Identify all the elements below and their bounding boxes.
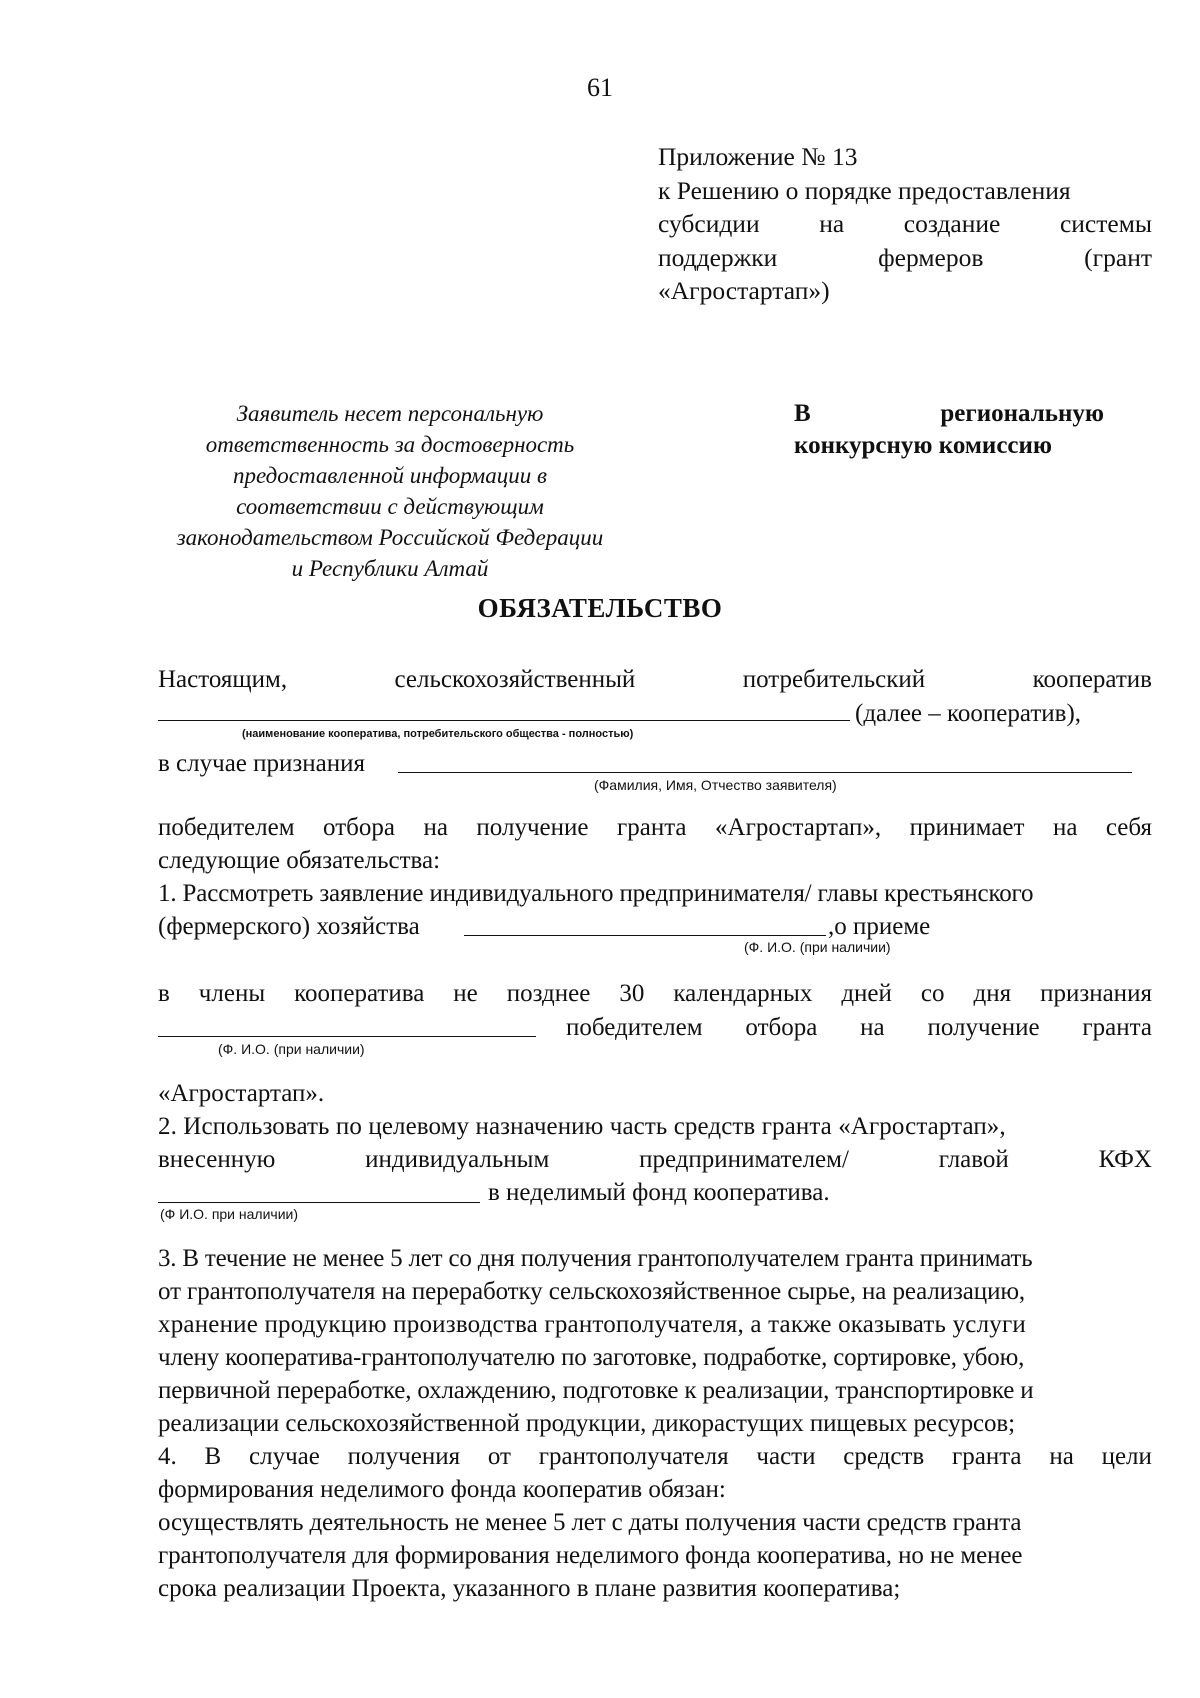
word: индивидуальным xyxy=(365,1146,550,1173)
body-line: осуществлять деятельность не менее 5 лет с даты получения части средств гранта xyxy=(158,1509,1022,1536)
word: В xyxy=(204,1443,222,1470)
addressee-line-1 xyxy=(794,398,1104,430)
word: на xyxy=(423,814,448,841)
body-line: 2. Использовать по целевому назначению часть средств гранта «Агростартап», xyxy=(158,1113,1006,1140)
responsibility-disclaimer xyxy=(150,398,630,584)
word: субсидии xyxy=(658,209,760,238)
body-line: в неделимый фонд кооператива. xyxy=(488,1179,830,1206)
field-caption: (Ф. И.О. (при наличии) xyxy=(744,939,891,955)
document-title: ОБЯЗАТЕЛЬСТВО xyxy=(477,593,723,623)
body-line: «Агростартап». xyxy=(158,1080,325,1107)
body-line: формирования неделимого фонда кооператив обязан: xyxy=(158,1476,726,1503)
page-number: 61 xyxy=(587,73,613,102)
word: кооператива xyxy=(294,980,425,1007)
annex-line-1: Приложение № 13 xyxy=(658,142,858,171)
word: себя xyxy=(1105,814,1152,841)
word: системы xyxy=(1059,209,1152,238)
body-line xyxy=(158,1144,1152,1176)
word: создание xyxy=(903,209,1001,238)
word: в xyxy=(158,980,170,1007)
word: фермеров xyxy=(878,242,984,272)
disclaimer-line: предоставленной информации в xyxy=(233,463,547,488)
body-line: срока реализации Проекта, указанного в плане развития кооператива; xyxy=(158,1575,901,1602)
word: на xyxy=(1049,1443,1074,1470)
word: победителем xyxy=(566,1014,703,1041)
annex-line-3 xyxy=(658,207,1152,241)
word: внесенную xyxy=(158,1146,276,1173)
annex-line-4 xyxy=(658,241,1152,275)
word: средств xyxy=(843,1443,925,1470)
word: со xyxy=(920,980,945,1007)
disclaimer-line: ответственность за достоверность xyxy=(205,432,575,457)
word: гранта xyxy=(1082,1014,1152,1041)
body-line: от грантополучателя на переработку сельскохозяйственное сырье, на реализацию, xyxy=(158,1278,1026,1305)
word: В xyxy=(794,400,811,427)
farm-head-name-field-line[interactable] xyxy=(158,1202,480,1203)
body-line: члену кооператива-грантополучателю по заготовке, подработке, сортировке, убою, xyxy=(158,1344,1025,1371)
word: члены xyxy=(198,980,266,1007)
word: поддержки xyxy=(658,242,778,272)
body-line: грантополучателя для формирования неделимого фонда кооператива, но не менее xyxy=(158,1542,1023,1569)
body-line: следующие обязательства: xyxy=(158,847,441,874)
word: на xyxy=(1052,814,1078,841)
word: 4. xyxy=(158,1443,177,1470)
farm-head-name-field-line[interactable] xyxy=(464,935,826,936)
word: Настоящим, xyxy=(158,666,288,693)
body-line: хранение продукцию производства грантополучателя, а также оказывать услуги xyxy=(158,1311,1027,1338)
body-line: (фермерского) хозяйства xyxy=(158,913,420,940)
field-caption: (Ф. И.О. (при наличии) xyxy=(218,1041,365,1057)
word: сельскохозяйственный xyxy=(394,666,636,693)
word: случае xyxy=(249,1443,320,1470)
word: гранта xyxy=(951,1443,1022,1470)
farm-head-name-field-line[interactable] xyxy=(158,1036,536,1037)
annex-reference xyxy=(658,140,1152,308)
body-line: (далее – кооператив), xyxy=(855,700,1082,727)
field-caption: (Ф И.О. при наличии) xyxy=(160,1206,298,1222)
body-line xyxy=(158,812,1152,844)
word: кооператив xyxy=(1032,666,1152,693)
word: признания xyxy=(1040,980,1152,1007)
disclaimer-line: и Республики Алтай xyxy=(291,556,489,581)
word: потребительский xyxy=(742,666,926,693)
body-line xyxy=(158,664,1152,696)
word: победителем xyxy=(158,814,295,841)
word: грантополучателя xyxy=(538,1443,729,1470)
field-caption: (Фамилия, Имя, Отчество заявителя) xyxy=(594,777,837,793)
word: 30 xyxy=(619,980,645,1007)
word: на xyxy=(860,1014,885,1041)
word: отбора xyxy=(323,814,395,841)
body-line xyxy=(566,1012,1152,1044)
cooperative-name-field-line[interactable] xyxy=(158,720,850,721)
body-line: 3. В течение не менее 5 лет со дня получения грантополучателем гранта принимать xyxy=(158,1245,1033,1272)
word: главой xyxy=(938,1146,1009,1173)
word: календарных xyxy=(673,980,813,1007)
word: от xyxy=(487,1443,511,1470)
word: отбора xyxy=(745,1014,818,1041)
disclaimer-line: законодательством Российской Федерации xyxy=(176,525,604,550)
word: не xyxy=(453,980,478,1007)
word: дня xyxy=(973,980,1012,1007)
body-line xyxy=(158,1441,1152,1473)
body-line: в случае признания xyxy=(158,750,366,777)
disclaimer-line: Заявитель несет персональную xyxy=(236,401,544,426)
word: цели xyxy=(1101,1443,1152,1470)
word: региональную xyxy=(940,400,1104,427)
word: на xyxy=(819,209,845,238)
body-line: ,о приеме xyxy=(828,913,931,940)
word: «Агростартап», xyxy=(715,814,882,841)
body-line: 1. Рассмотреть заявление индивидуального предпринимателя/ главы крестьянского xyxy=(158,880,1034,907)
word: КФХ xyxy=(1098,1146,1152,1173)
word: гранта xyxy=(616,814,687,841)
field-caption: (наименование кооператива, потребительского общества - полностью) xyxy=(242,728,634,740)
annex-line-2: к Решению о порядке предоставления xyxy=(658,175,1071,205)
body-line xyxy=(158,978,1152,1010)
applicant-name-field-line[interactable] xyxy=(398,772,1132,773)
word: позднее xyxy=(506,980,591,1007)
word: (грант xyxy=(1084,242,1152,272)
body-line: реализации сельскохозяйственной продукции, дикорастущих пищевых ресурсов; xyxy=(158,1410,1015,1437)
word: предпринимателем/ xyxy=(639,1146,849,1173)
word: получения xyxy=(347,1443,461,1470)
word: дней xyxy=(841,980,892,1007)
word: принимает xyxy=(909,814,1025,841)
annex-line-5: «Агростартап») xyxy=(658,276,830,305)
body-line: первичной переработке, охлаждению, подготовке к реализации, транспортировке и xyxy=(158,1377,1034,1404)
addressee xyxy=(794,398,1104,462)
word: части xyxy=(756,1443,816,1470)
word: получение xyxy=(927,1014,1040,1041)
disclaimer-line: соответствии с действующим xyxy=(236,494,544,519)
word: получение xyxy=(476,814,589,841)
addressee-line-2: конкурсную комиссию xyxy=(794,432,1053,459)
